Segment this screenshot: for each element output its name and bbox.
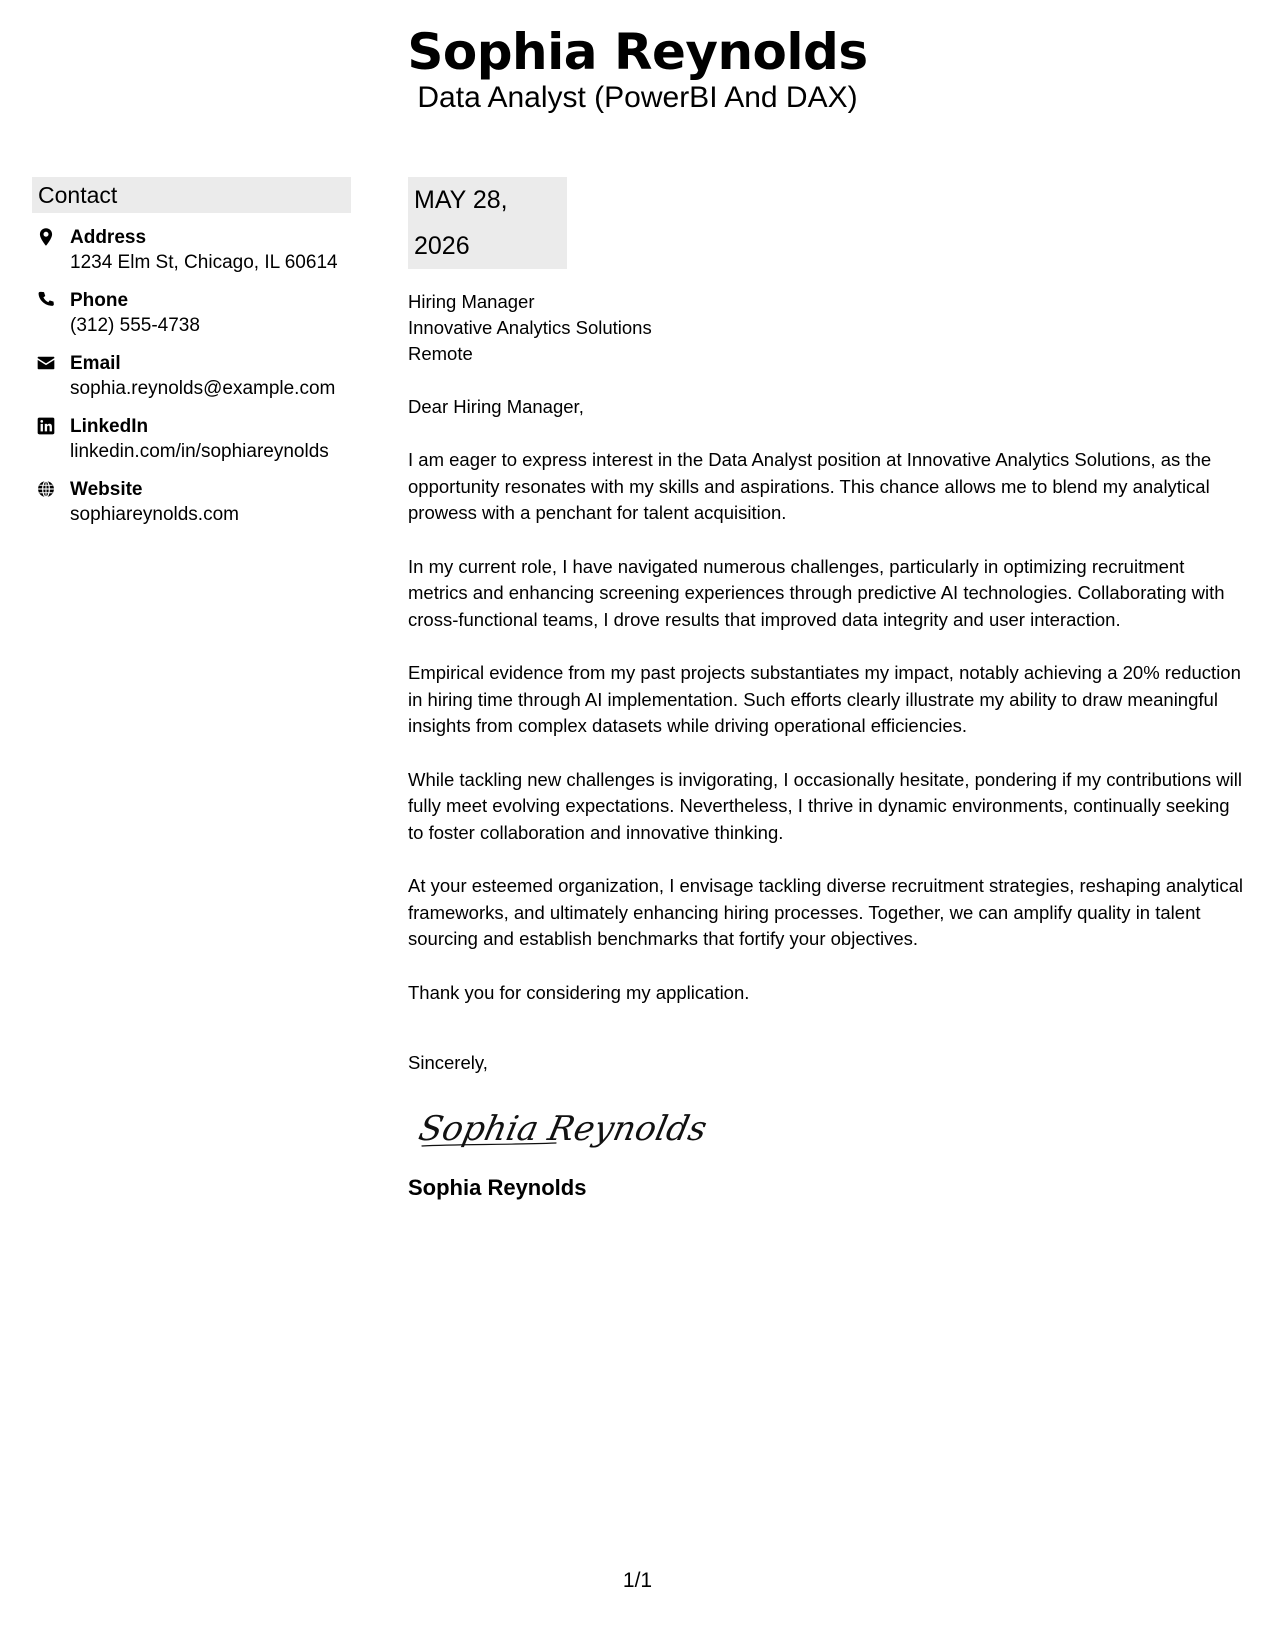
body-paragraph-closing: Thank you for considering my application.: [408, 981, 750, 1003]
contact-item-email: [32, 351, 351, 401]
recipient-company: Innovative Analytics Solutions: [408, 317, 652, 338]
map-pin-icon: [36, 227, 56, 247]
signature-text: Sophia Reynolds: [415, 1109, 711, 1149]
body-paragraph: In my current role, I have navigated numerous challenges, particularly in optimizing recruitment metrics and enhancing screening experiences through predictive AI technologies. Collaborating with cross-functional teams, I drove results that improved data integrity and user interaction.: [408, 555, 1225, 630]
linkedin-icon: [36, 416, 56, 436]
body-paragraph: I am eager to express interest in the Data Analyst position at Innovative Analytics Solutions, as the opportunity resonates with my skills and aspirations. This chance allows me to blend my analytical prowess with a penchant for talent acquisition.: [408, 449, 1212, 523]
phone-icon: [36, 290, 56, 310]
closing: Sincerely,: [408, 1052, 488, 1073]
letter-date: MAY 28, 2026: [408, 177, 567, 269]
contact-label-phone: Phone: [70, 290, 129, 311]
body-paragraph: While tackling new challenges is invigorating, I occasionally hesitate, pondering if my contributions will fully meet evolving expectations. Nevertheless, I thrive in dynamic environments, continually seeking to foster collaboration and innovative thinking.: [408, 768, 1242, 843]
contact-label-email: Email: [70, 353, 121, 374]
letter-header: [0, 22, 1275, 116]
contact-value-website: sophiareynolds.com: [70, 504, 239, 525]
contact-item-phone: [32, 288, 351, 338]
contact-item-linkedin: [32, 414, 351, 464]
handwritten-signature: [415, 1098, 711, 1158]
contact-item-website: [32, 477, 351, 527]
envelope-icon: [36, 353, 56, 373]
recipient-location: Remote: [408, 343, 473, 364]
recipient-name: Hiring Manager: [408, 291, 535, 312]
contact-item-address: [32, 225, 351, 275]
recipient-block: [408, 289, 1248, 367]
globe-icon: [36, 479, 56, 499]
applicant-name: Sophia Reynolds: [407, 23, 868, 81]
contact-label-linkedin: LinkedIn: [70, 416, 149, 437]
contact-list: [32, 225, 351, 527]
contact-label-address: Address: [70, 227, 147, 248]
contact-value-address: 1234 Elm St, Chicago, IL 60614: [70, 252, 338, 273]
contact-label-website: Website: [70, 479, 143, 500]
signed-name: Sophia Reynolds: [408, 1175, 587, 1200]
contact-heading: Contact: [32, 177, 351, 213]
contact-sidebar: [32, 177, 351, 540]
applicant-job-title: Data Analyst (PowerBI And DAX): [417, 81, 858, 114]
salutation: Dear Hiring Manager,: [408, 396, 584, 417]
body-paragraph: At your esteemed organization, I envisage tackling diverse recruitment strategies, reshaping analytical frameworks, and ultimately enhancing hiring processes. Together, we can amplify quality in talent sourcing and establish benchmarks that fortify your objectives.: [408, 875, 1243, 949]
contact-value-linkedin: linkedin.com/in/sophiareynolds: [70, 441, 329, 462]
body-paragraph: Empirical evidence from my past projects substantiates my impact, notably achieving a 20% reduction in hiring time through AI implementation. Such efforts clearly illustrate my ability to draw meaningful insights from complex datasets while driving operational efficiencies.: [408, 662, 1241, 736]
letter-body: [408, 177, 1248, 1202]
page-number: 1/1: [622, 1569, 653, 1592]
contact-value-email: sophia.reynolds@example.com: [70, 378, 336, 399]
contact-value-phone: (312) 555-4738: [70, 315, 200, 336]
